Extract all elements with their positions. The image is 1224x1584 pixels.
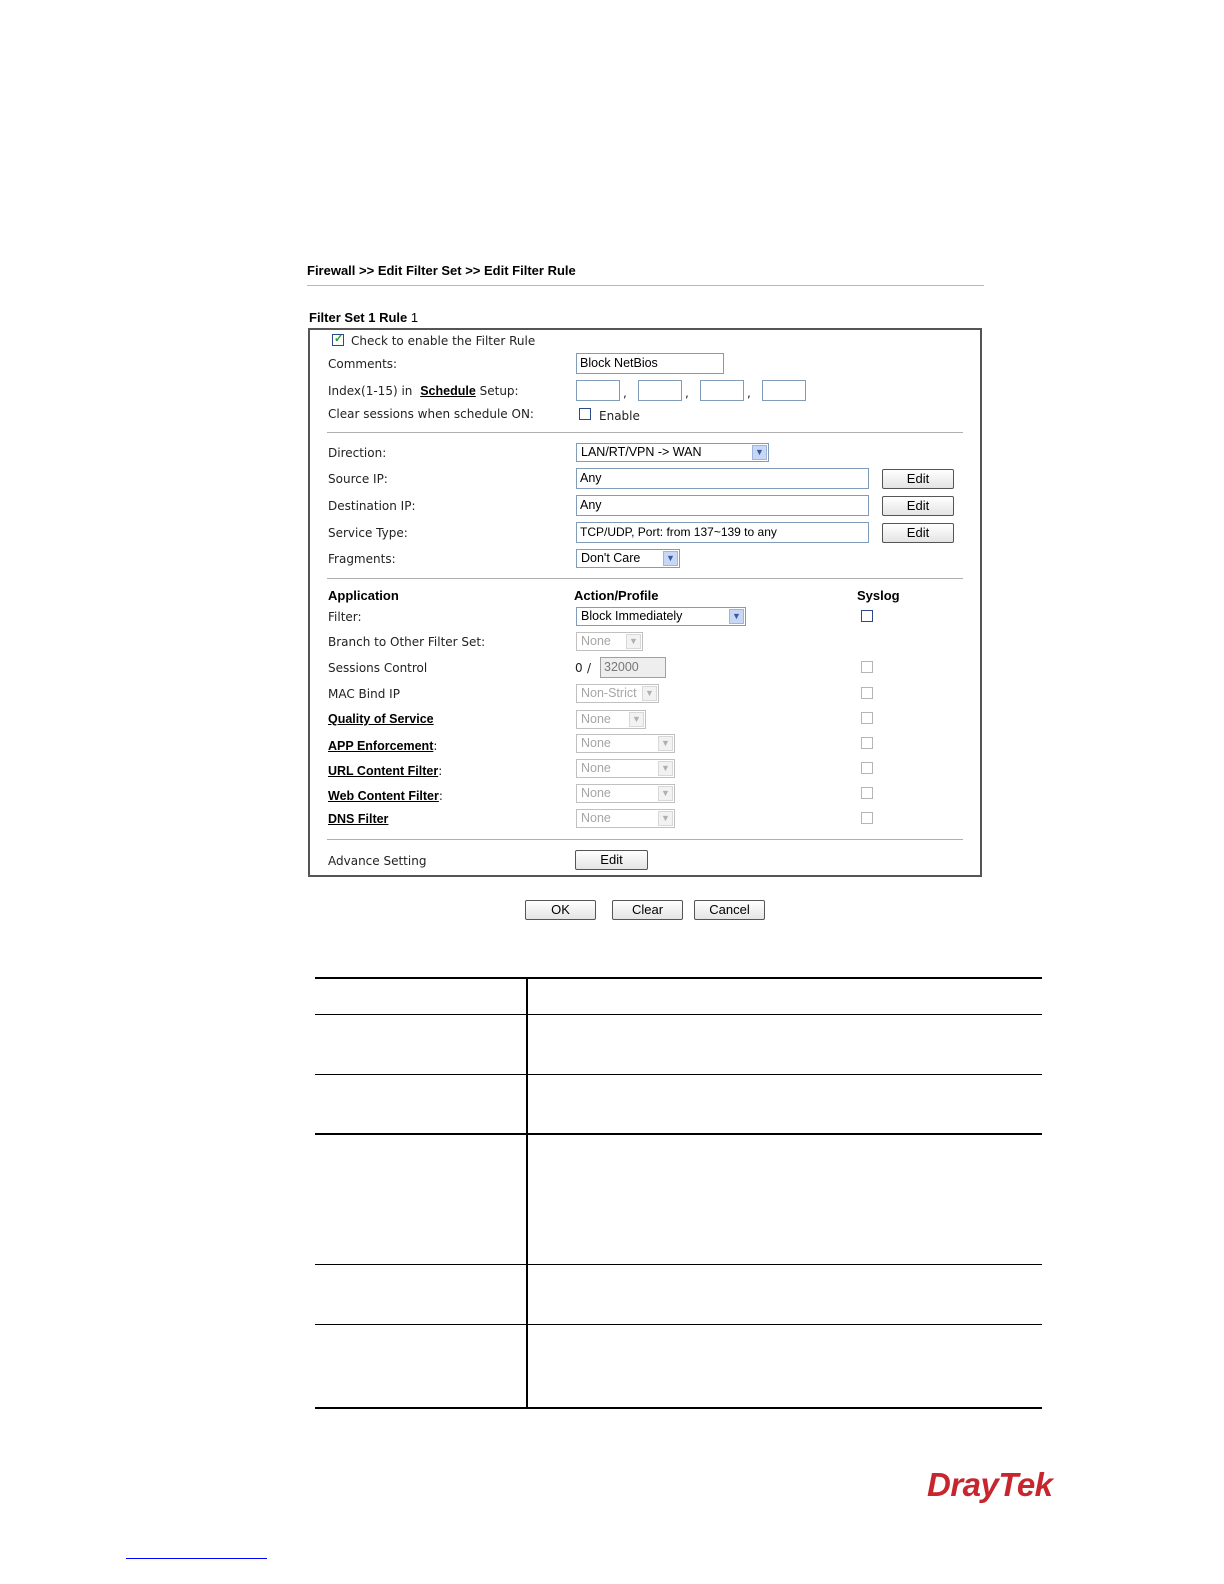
service-type-edit-button[interactable]: Edit [882,523,954,543]
chevron-down-icon: ▼ [658,811,673,826]
advance-edit-button[interactable]: Edit [575,850,648,870]
source-ip-label: Source IP: [328,472,388,486]
syslog-column-header: Syslog [857,588,900,603]
sessions-control-count: 0 [575,661,583,675]
table-row-divider [315,1324,1042,1325]
table-top-border [315,977,1042,979]
breadcrumb-divider [307,285,984,286]
action-column-header: Action/Profile [574,588,659,603]
chevron-down-icon: ▼ [658,736,673,751]
schedule-link[interactable]: Schedule [420,384,476,398]
mac-bind-syslog-checkbox[interactable] [861,687,873,699]
direction-label: Direction: [328,446,387,460]
enable-rule-checkbox[interactable] [332,334,344,346]
mac-bind-label: MAC Bind IP [328,687,400,701]
app-enforcement-value: None [581,736,611,750]
mac-bind-value: Non-Strict [581,686,637,700]
section-divider-1 [327,432,963,433]
schedule-index-4[interactable] [762,380,806,401]
chevron-down-icon: ▼ [658,786,673,801]
source-ip-edit-button[interactable]: Edit [882,469,954,489]
url-filter-value: None [581,761,611,775]
filter-label: Filter: [328,610,362,624]
fragments-value: Don't Care [581,551,641,565]
web-filter-row-label [328,787,443,805]
dns-filter-select[interactable] [576,809,675,828]
section-divider-3 [327,839,963,840]
chevron-down-icon: ▼ [729,609,744,624]
clear-button[interactable]: Clear [612,900,683,920]
schedule-index-2[interactable] [638,380,682,401]
breadcrumb: Firewall >> Edit Filter Set >> Edit Filter Rule [307,263,576,278]
branch-label: Branch to Other Filter Set: [328,635,486,649]
schedule-index-1[interactable] [576,380,620,401]
footer-link-underline [126,1558,267,1559]
fragments-select[interactable] [576,549,680,568]
url-filter-link[interactable]: URL Content Filter [328,764,439,778]
draytek-logo [927,1466,1053,1504]
chevron-down-icon: ▼ [658,761,673,776]
application-column-header: Application [328,588,399,603]
mac-bind-select[interactable] [576,684,659,703]
filter-set-number: 1 [410,310,419,325]
app-enforcement-select[interactable] [576,734,675,753]
table-row-divider [315,1264,1042,1265]
chevron-down-icon: ▼ [626,634,641,649]
sessions-control-label: Sessions Control [328,661,428,675]
dns-filter-value: None [581,811,611,825]
service-type-input[interactable]: TCP/UDP, Port: from 137~139 to any [576,522,869,543]
web-filter-select[interactable] [576,784,675,803]
branch-select[interactable] [576,632,643,651]
fragments-label: Fragments: [328,552,396,566]
qos-select[interactable] [576,710,646,729]
cancel-button[interactable]: Cancel [694,900,765,920]
schedule-label-suffix: Setup: [479,384,519,398]
sessions-control-slash: / [587,661,592,675]
clear-sessions-checkbox[interactable] [579,408,591,420]
sessions-syslog-checkbox[interactable] [861,661,873,673]
clear-sessions-label: Clear sessions when schedule ON: [328,407,534,421]
table-column-divider [526,977,528,1409]
app-enforcement-colon: : [433,739,438,753]
logo-part2: Tek [998,1466,1053,1503]
schedule-label [328,384,519,398]
chevron-down-icon: ▼ [752,445,767,460]
table-row-divider [315,1074,1042,1075]
logo-part1: Dray [927,1466,999,1503]
advance-setting-label: Advance Setting [328,854,427,868]
destination-ip-label: Destination IP: [328,499,416,513]
filter-set-label: Filter Set 1 Rule [309,310,408,325]
service-type-label: Service Type: [328,526,408,540]
dns-filter-link[interactable]: DNS Filter [328,812,389,826]
source-ip-input[interactable]: Any [576,468,869,489]
qos-link[interactable]: Quality of Service [328,712,434,726]
table-row-divider [315,1014,1042,1015]
chevron-down-icon: ▼ [663,551,678,566]
web-filter-value: None [581,786,611,800]
branch-value: None [581,634,611,648]
comments-label: Comments: [328,357,398,371]
schedule-separator-3: , [747,386,751,400]
chevron-down-icon: ▼ [642,686,657,701]
schedule-index-3[interactable] [700,380,744,401]
direction-value: LAN/RT/VPN -> WAN [581,445,702,459]
app-enforcement-row-label [328,737,437,755]
ok-button[interactable]: OK [525,900,596,920]
comments-input[interactable]: Block NetBios [576,353,724,374]
filter-value: Block Immediately [581,609,683,623]
clear-sessions-option: Enable [599,409,640,423]
web-filter-link[interactable]: Web Content Filter [328,789,439,803]
table-row-divider [315,1133,1042,1135]
destination-ip-edit-button[interactable]: Edit [882,496,954,516]
schedule-separator-1: , [623,386,627,400]
destination-ip-input[interactable]: Any [576,495,869,516]
web-filter-syslog-checkbox[interactable] [861,787,873,799]
schedule-separator-2: , [685,386,689,400]
url-filter-row-label [328,762,442,780]
sessions-control-max-input[interactable]: 32000 [600,657,666,678]
app-enforcement-link[interactable]: APP Enforcement [328,739,434,753]
direction-select[interactable] [576,443,769,462]
schedule-label-prefix: Index(1-15) in [328,384,413,398]
filter-syslog-checkbox[interactable] [861,610,873,622]
url-filter-select[interactable] [576,759,675,778]
qos-syslog-checkbox[interactable] [861,712,873,724]
chevron-down-icon: ▼ [629,712,644,727]
qos-value: None [581,712,611,726]
web-filter-colon: : [438,789,443,803]
filter-select[interactable] [576,607,746,626]
section-divider-2 [327,578,963,579]
enable-rule-label: Check to enable the Filter Rule [351,334,536,348]
app-enforcement-syslog-checkbox[interactable] [861,737,873,749]
table-bottom-border [315,1407,1042,1409]
dns-filter-syslog-checkbox[interactable] [861,812,873,824]
filter-set-title [309,310,418,325]
url-filter-syslog-checkbox[interactable] [861,762,873,774]
url-filter-colon: : [438,764,443,778]
